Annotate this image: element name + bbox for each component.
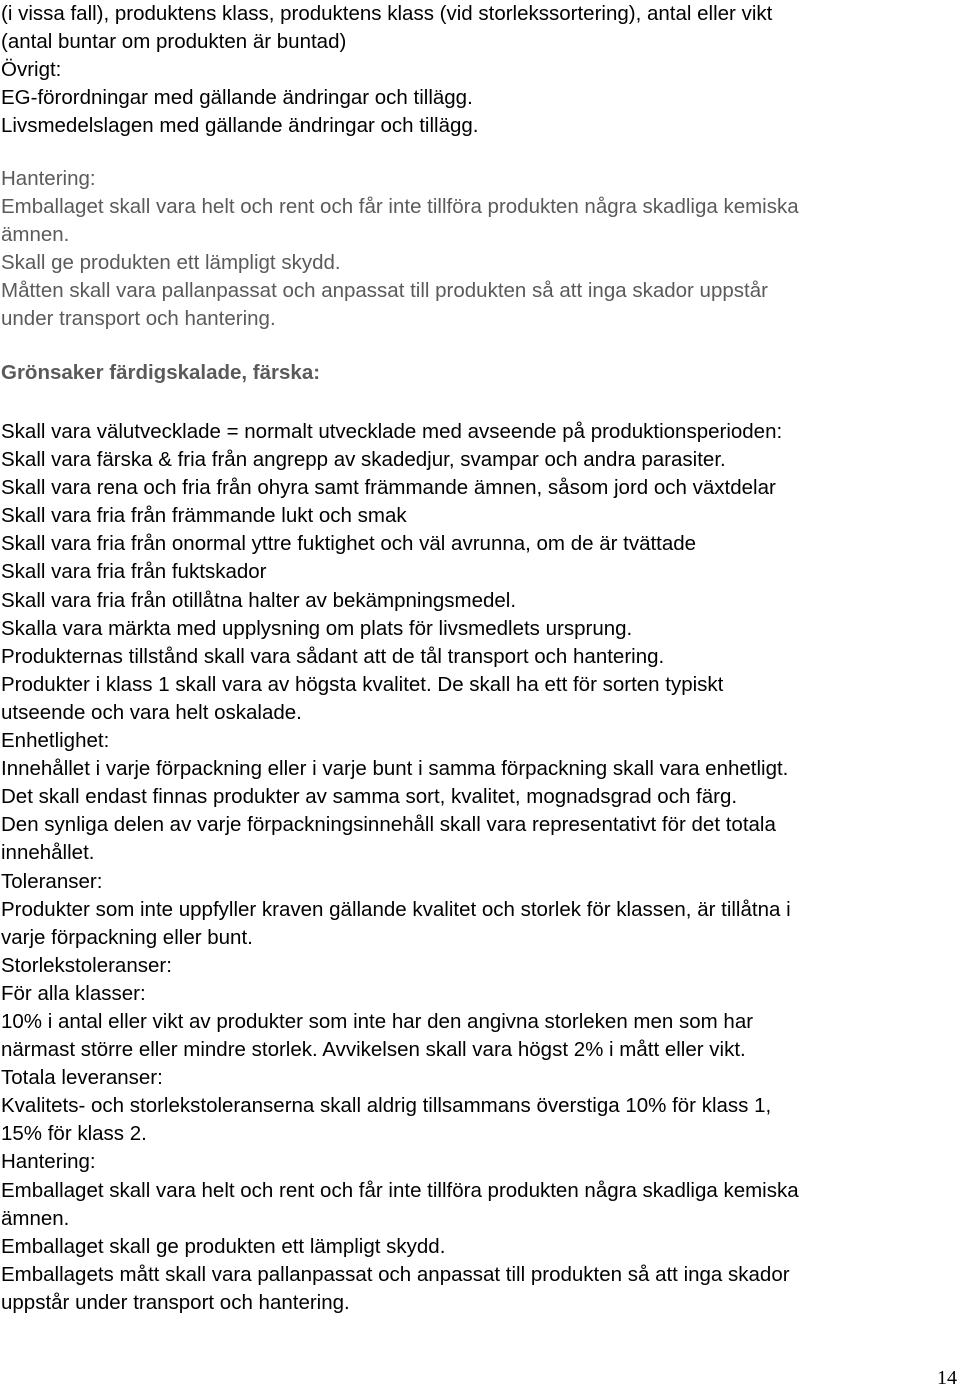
text-line: 15% för klass 2.: [1, 1122, 147, 1146]
vegetables-text-block: [1, 418, 956, 1317]
text-line: Livsmedelslagen med gällande ändringar och tillägg.: [1, 114, 479, 138]
section-heading: Grönsaker färdigskalade, färska:: [1, 361, 321, 384]
text-line: Måtten skall vara pallanpassat och anpassat till produkten så att inga skador uppstår: [1, 279, 768, 303]
text-line: närmast större eller mindre storlek. Avvikelsen skall vara högst 2% i mått eller vikt.: [1, 1038, 746, 1062]
text-line: Det skall endast finnas produkter av samma sort, kvalitet, mognadsgrad och färg.: [1, 785, 738, 809]
text-line: Innehållet i varje förpackning eller i varje bunt i samma förpackning skall vara enhetligt.: [1, 757, 789, 781]
intro-text-block: [1, 0, 956, 140]
text-line: uppstår under transport och hantering.: [1, 1290, 350, 1314]
text-line: Storlekstoleranser:: [1, 953, 172, 977]
text-line: EG-förordningar med gällande ändringar och tillägg.: [1, 86, 473, 110]
text-line: Enhetlighet:: [1, 729, 110, 753]
text-line: Den synliga delen av varje förpackningsinnehåll skall vara representativt för det totala: [1, 813, 776, 837]
text-line: (i vissa fall), produktens klass, produktens klass (vid storlekssortering), antal eller vikt: [1, 2, 773, 25]
text-line: Skall vara fria från otillåtna halter av bekämpningsmedel.: [1, 588, 517, 612]
text-line: Produkter i klass 1 skall vara av högsta kvalitet. De skall ha ett för sorten typiskt: [1, 672, 724, 696]
text-line: Hantering:: [1, 167, 96, 190]
text-line: Emballaget skall vara helt och rent och får inte tillföra produkten några skadliga kemiska: [1, 1178, 799, 1202]
text-line: innehållet.: [1, 841, 95, 865]
text-line: För alla klasser:: [1, 981, 146, 1005]
text-line: Emballaget skall ge produkten ett lämpligt skydd.: [1, 1234, 446, 1258]
text-line: Kvalitets- och storlekstoleranserna skall aldrig tillsammans överstiga 10% för klass 1,: [1, 1094, 772, 1118]
text-line: Skall vara rena och fria från ohyra samt främmande ämnen, såsom jord och växtdelar: [1, 476, 776, 500]
text-line: Produkter som inte uppfyller kraven gällande kvalitet och storlek för klassen, är tillåtna i: [1, 897, 791, 921]
text-line: ämnen.: [1, 223, 70, 247]
handling-text-block: [1, 165, 956, 334]
text-line: Hantering:: [1, 1150, 96, 1174]
text-line: Skall vara fria från fuktskador: [1, 560, 267, 584]
text-line: Emballagets mått skall vara pallanpassat och anpassat till produkten så att inga skador: [1, 1262, 790, 1286]
text-line: utseende och vara helt oskalade.: [1, 700, 302, 724]
text-line: ämnen.: [1, 1206, 70, 1230]
text-line: Skalla vara märkta med upplysning om plats för livsmedlets ursprung.: [1, 616, 633, 640]
text-line: 10% i antal eller vikt av produkter som inte har den angivna storleken men som har: [1, 1009, 754, 1033]
text-line: Skall ge produkten ett lämpligt skydd.: [1, 251, 341, 275]
text-line: under transport och hantering.: [1, 307, 276, 331]
text-line: Skall vara fria från främmande lukt och smak: [1, 504, 407, 528]
text-line: Skall vara färska & fria från angrepp av skadedjur, svampar och andra parasiter.: [1, 448, 726, 472]
text-line: (antal buntar om produkten är buntad): [1, 30, 347, 54]
text-line: varje förpackning eller bunt.: [1, 925, 253, 949]
text-line: Totala leveranser:: [1, 1066, 163, 1090]
text-line: Toleranser:: [1, 869, 103, 893]
text-line: Skall vara fria från onormal yttre fuktighet och väl avrunna, om de är tvättade: [1, 532, 697, 556]
text-line: Emballaget skall vara helt och rent och får inte tillföra produkten några skadliga kemiska: [1, 195, 799, 219]
text-line: Produkternas tillstånd skall vara sådant att de tål transport och hantering.: [1, 644, 665, 668]
page-number: 14: [937, 1367, 957, 1389]
text-line: Skall vara välutvecklade = normalt utvecklade med avseende på produktionsperioden:: [1, 420, 783, 443]
text-line: Övrigt:: [1, 58, 62, 82]
